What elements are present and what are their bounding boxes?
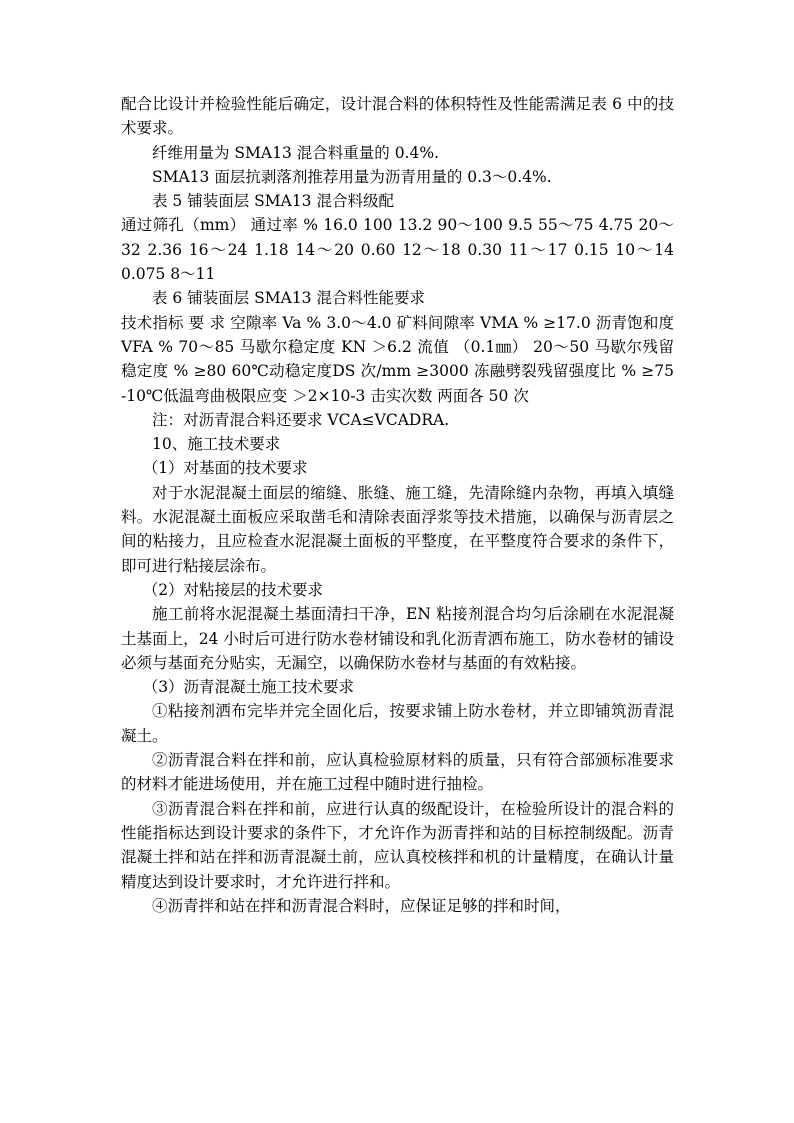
table-5-caption: 表 5 铺装面层 SMA13 混合料级配 bbox=[152, 192, 394, 211]
paragraph-mix-design: 配合比设计并检验性能后确定，设计混合料的体积特性及性能需满足表 6 中的技术要求。 bbox=[121, 95, 674, 138]
subheading-asphalt-construction: （3）沥青混凝土施工技术要求 bbox=[142, 678, 355, 697]
paragraph-anti-stripping: SMA13 面层抗剥落剂推荐用量为沥青用量的 0.3～0.4%. bbox=[152, 167, 552, 186]
paragraph-base-surface: 对于水泥混凝土面层的缩缝、胀缝、施工缝，先清除缝内杂物，再填入填缝料。水泥混凝土面板应采取凿毛和清除表面浮浆等技术措施，以确保与沥青层之间的粘接力，且应检查水泥混凝土面板的平整度，在平整度符合要求的条件下，即可进行粘接层涂布。 bbox=[121, 483, 674, 575]
section-heading-construction: 10、施工技术要求 bbox=[152, 435, 281, 454]
subheading-base-surface: （1）对基面的技术要求 bbox=[142, 459, 308, 478]
paragraph-fiber-dosage: 纤维用量为 SMA13 混合料重量的 0.4%. bbox=[152, 143, 439, 162]
note-vca: 注：对沥青混合料还要求 VCA≤VCADRA. bbox=[152, 410, 450, 429]
table-6-performance: 技术指标 要 求 空隙率 Va % 3.0～4.0 矿料间隙率 VMA % ≥17.0 沥青饱和度 VFA % 70～85 马歇尔稳定度 KN ＞6.2 流值 （0.1㎜） 20～50 马歇尔残留稳定度 % ≥80 60℃动稳定度DS 次/mm ≥3000 冻融劈裂残留强度比 % ≥75 -10℃低温弯曲极限应变 ＞2×10-3 击实次数 两面各 50 次 bbox=[121, 313, 674, 405]
paragraph-item-3: ③沥青混合料在拌和前，应进行认真的级配设计，在检验所设计的混合料的性能指标达到设计要求的条件下，才允许作为沥青拌和站的目标控制级配。沥青混凝土拌和站在拌和沥青混凝土前，应认真校核拌和机的计量精度，在确认计量精度达到设计要求时，才允许进行拌和。 bbox=[121, 799, 674, 891]
table-5-gradation: 通过筛孔（mm） 通过率 % 16.0 100 13.2 90～100 9.5 55～75 4.75 20～32 2.36 16～24 1.18 14～20 0.60 12～18 0.30 11～17 0.15 10～14 0.075 8～11 bbox=[121, 216, 674, 284]
paragraph-bonding-layer: 施工前将水泥混凝土基面清扫干净，EN 粘接剂混合均匀后涂刷在水泥混凝土基面上，24 小时后可进行防水卷材铺设和乳化沥青洒布施工，防水卷材的铺设必须与基面充分贴实，无漏空，以确保防水卷材与基面的有效粘接。 bbox=[121, 605, 674, 672]
paragraph-item-2: ②沥青混合料在拌和前，应认真检验原材料的质量，只有符合部颁标准要求的材料才能进场使用，并在施工过程中随时进行抽检。 bbox=[121, 751, 674, 794]
table-6-caption: 表 6 铺装面层 SMA13 混合料性能要求 bbox=[152, 289, 425, 308]
document-page bbox=[121, 92, 674, 918]
paragraph-item-1: ①粘接剂洒布完毕并完全固化后，按要求铺上防水卷材，并立即铺筑沥青混凝土。 bbox=[121, 702, 674, 745]
paragraph-item-4: ④沥青拌和站在拌和沥青混合料时，应保证足够的拌和时间， bbox=[152, 896, 571, 915]
subheading-bonding-layer: （2）对粘接层的技术要求 bbox=[142, 580, 324, 599]
